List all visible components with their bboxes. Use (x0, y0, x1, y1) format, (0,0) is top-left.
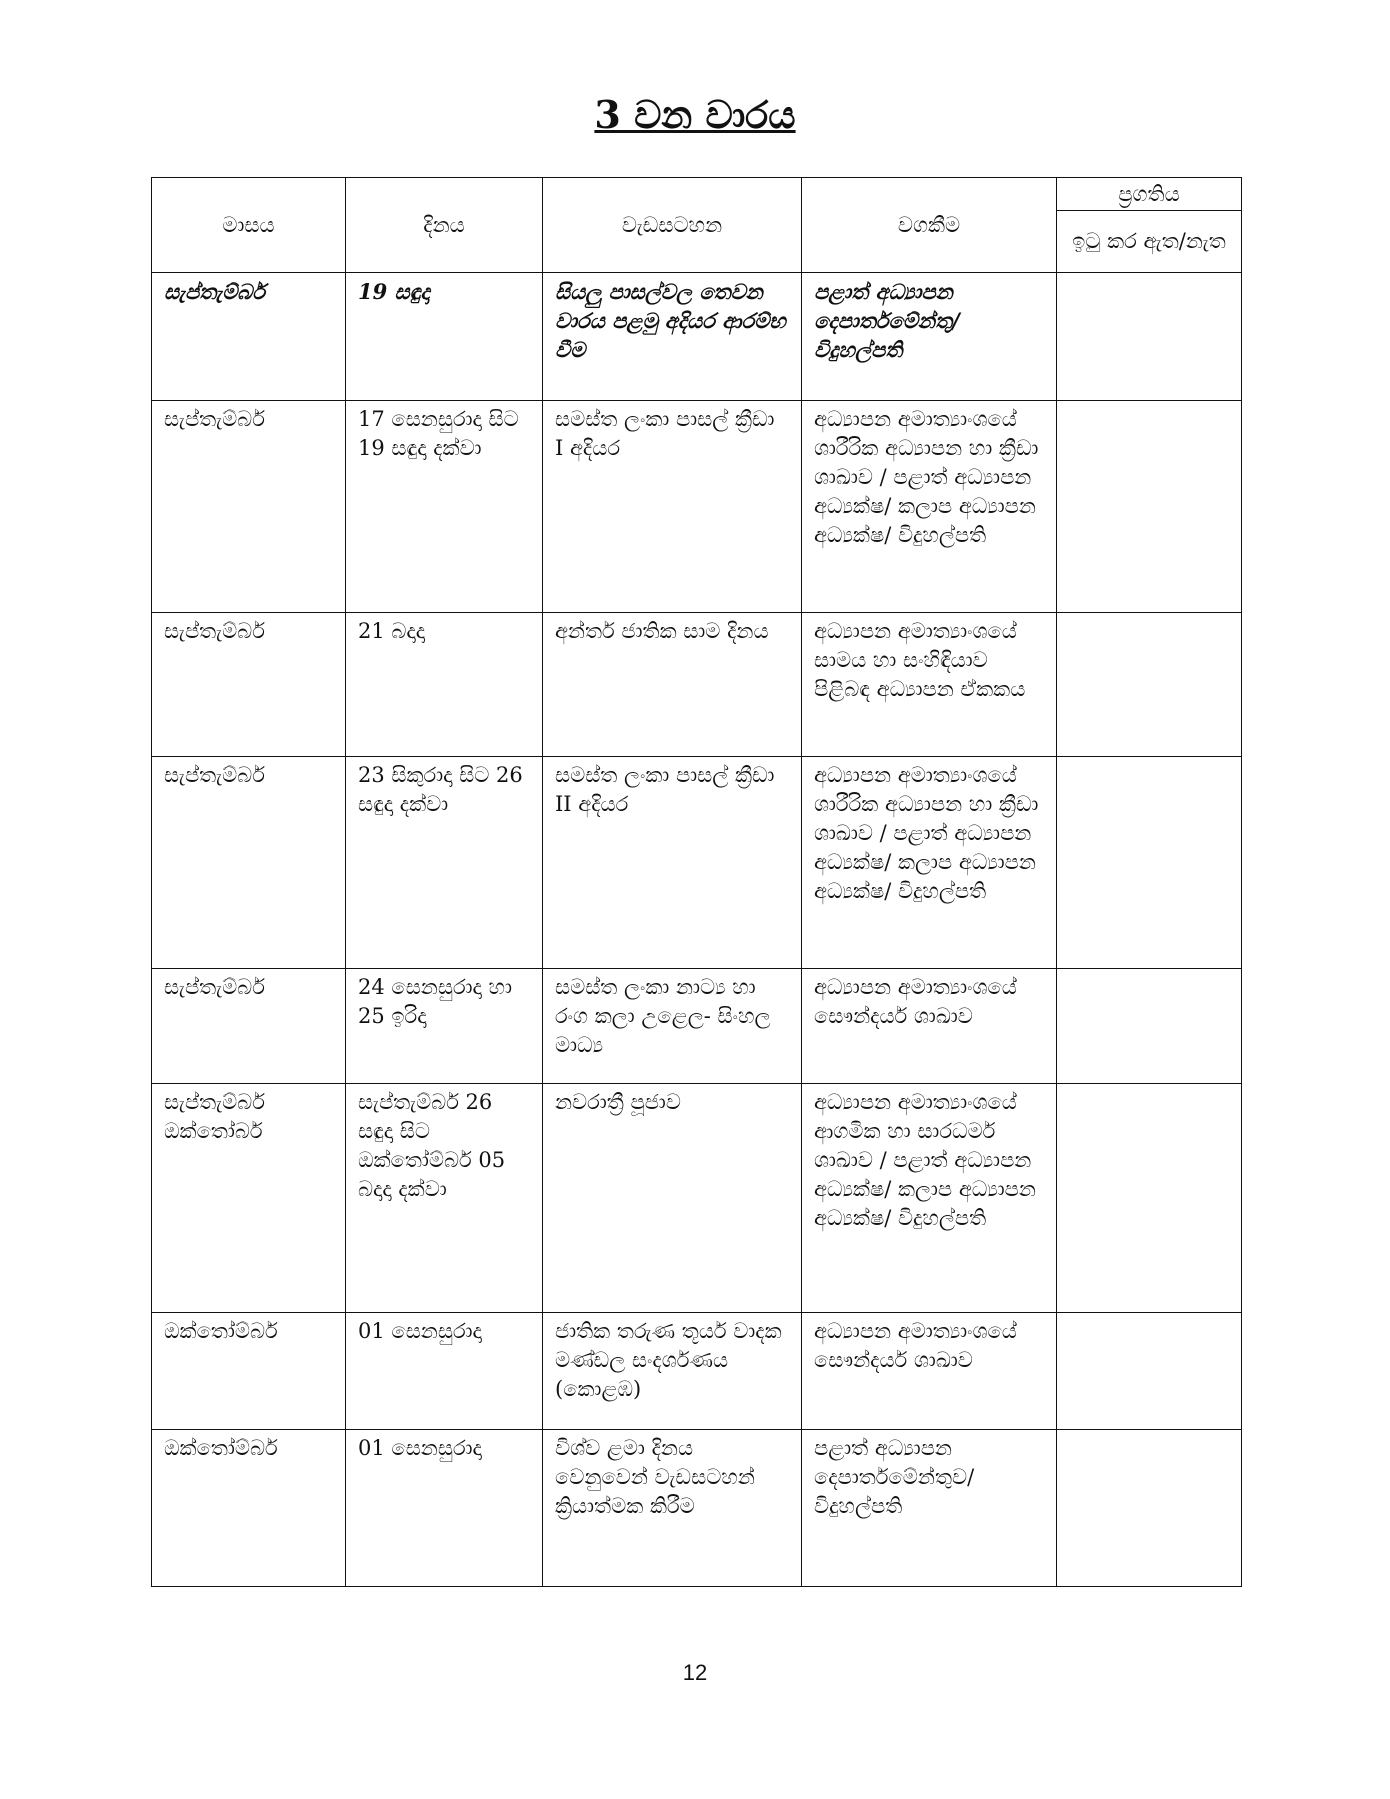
header-responsibility: වගකීම (802, 178, 1057, 273)
page-number: 12 (682, 1660, 708, 1685)
cell-program: සියලු පාසල්වල තෙවන වාරය පළමු අදියර ආරම්භ වීම (543, 273, 802, 401)
table-row (152, 757, 1242, 969)
table-row (152, 1313, 1242, 1430)
header-progress: ප්‍රගතිය (1057, 178, 1242, 211)
cell-program: විශ්ව ළමා දිනය වෙනුවෙන් වැඩසටහන් ක්‍රියාත්මක කිරීම (543, 1430, 802, 1587)
table-row (152, 401, 1242, 613)
cell-date: 24 සෙනසුරාදා හා 25 ඉරිදා (346, 969, 543, 1084)
cell-date: 21 බදාදා (346, 613, 543, 757)
cell-month: සැප්තැම්බර් (152, 969, 346, 1084)
cell-month: සැප්තැම්බර් (152, 273, 346, 401)
table-row (152, 969, 1242, 1084)
cell-progress (1057, 273, 1242, 401)
table-row (152, 1084, 1242, 1313)
header-done: ඉටු කර ඇත/නැත (1057, 211, 1242, 273)
cell-progress (1057, 1430, 1242, 1587)
cell-progress (1057, 969, 1242, 1084)
cell-date: 01 සෙනසුරාදා (346, 1430, 543, 1587)
cell-responsibility: අධ්‍යාපන අමාත්‍යාංශයේ ශාරීරික අධ්‍යාපන හා ක්‍රීඩා ශාඛාව / පළාත් අධ්‍යාපන අධ්‍යක්ෂ/ කලාප අධ්‍යාපන අධ්‍යක්ෂ/ විදුහල්පති (802, 401, 1057, 613)
cell-responsibility: අධ්‍යාපන අමාත්‍යාංශයේ ආගමික හා සාරධර්ම ශාඛාව / පළාත් අධ්‍යාපන අධ්‍යක්ෂ/ කලාප අධ්‍යාපන අධ්‍යක්ෂ/ විදුහල්පති (802, 1084, 1057, 1313)
page-title: 3 වන වාරය (594, 92, 796, 137)
cell-responsibility: පළාත් අධ්‍යාපන දෙපාර්තමේන්තුව/ විදුහල්පති (802, 1430, 1057, 1587)
cell-program: නවරාත්‍රී පූජාව (543, 1084, 802, 1313)
cell-month: සැප්තැම්බර් (152, 401, 346, 613)
header-date: දිනය (346, 178, 543, 273)
cell-date: 23 සිකුරාදා සිට 26 සඳුදා දක්වා (346, 757, 543, 969)
table-row (152, 273, 1242, 401)
header-month: මාසය (152, 178, 346, 273)
cell-program: සමස්ත ලංකා පාසල් ක්‍රීඩා II අදියර (543, 757, 802, 969)
cell-month: සැප්තැම්බර් ඔක්තෝබර් (152, 1084, 346, 1313)
cell-program: සමස්ත ලංකා පාසල් ක්‍රීඩා I අදියර (543, 401, 802, 613)
cell-month: සැප්තැම්බර් (152, 613, 346, 757)
schedule-table (151, 177, 1242, 1587)
cell-responsibility: පළාත් අධ්‍යාපන දෙපාර්තමේන්තු/ විදුහල්පති (802, 273, 1057, 401)
cell-responsibility: අධ්‍යාපන අමාත්‍යාංශයේ සෞන්දර්ය ශාඛාව (802, 1313, 1057, 1430)
cell-responsibility: අධ්‍යාපන අමාත්‍යාංශයේ සාමය හා සංහිඳියාව පිළිබඳ අධ්‍යාපන ඒකකය (802, 613, 1057, 757)
cell-progress (1057, 757, 1242, 969)
cell-progress (1057, 613, 1242, 757)
table-row (152, 1430, 1242, 1587)
cell-program: අන්තර් ජාතික සාම දිනය (543, 613, 802, 757)
cell-month: ඔක්තෝම්බර් (152, 1430, 346, 1587)
cell-responsibility: අධ්‍යාපන අමාත්‍යාංශයේ ශාරීරික අධ්‍යාපන හා ක්‍රීඩා ශාඛාව / පළාත් අධ්‍යාපන අධ්‍යක්ෂ/ කලාප අධ්‍යාපන අධ්‍යක්ෂ/ විදුහල්පති (802, 757, 1057, 969)
cell-program: ජාතික තරුණ තූර්ය වාදක මණ්ඩල සංදර්ශණය (කොළඹ) (543, 1313, 802, 1430)
cell-date: 19 සඳුදා (346, 273, 543, 401)
cell-month: ඔක්තෝම්බර් (152, 1313, 346, 1430)
cell-responsibility: අධ්‍යාපන අමාත්‍යාංශයේ සෞන්දර්ය ශාඛාව (802, 969, 1057, 1084)
header-program: වැඩසටහන (543, 178, 802, 273)
cell-date: සැප්තැම්බර් 26 සඳුදා සිට ඔක්තෝම්බර් 05 බදාදා දක්වා (346, 1084, 543, 1313)
cell-progress (1057, 1084, 1242, 1313)
table-row (152, 613, 1242, 757)
cell-program: සමස්ත ලංකා නාට්‍ය හා රංග කලා උළෙල- සිංහල මාධ්‍ය (543, 969, 802, 1084)
cell-progress (1057, 401, 1242, 613)
cell-date: 01 සෙනසුරාදා (346, 1313, 543, 1430)
cell-date: 17 සෙනසුරාදා සිට 19 සඳුදා දක්වා (346, 401, 543, 613)
cell-month: සැප්තැම්බර් (152, 757, 346, 969)
cell-progress (1057, 1313, 1242, 1430)
